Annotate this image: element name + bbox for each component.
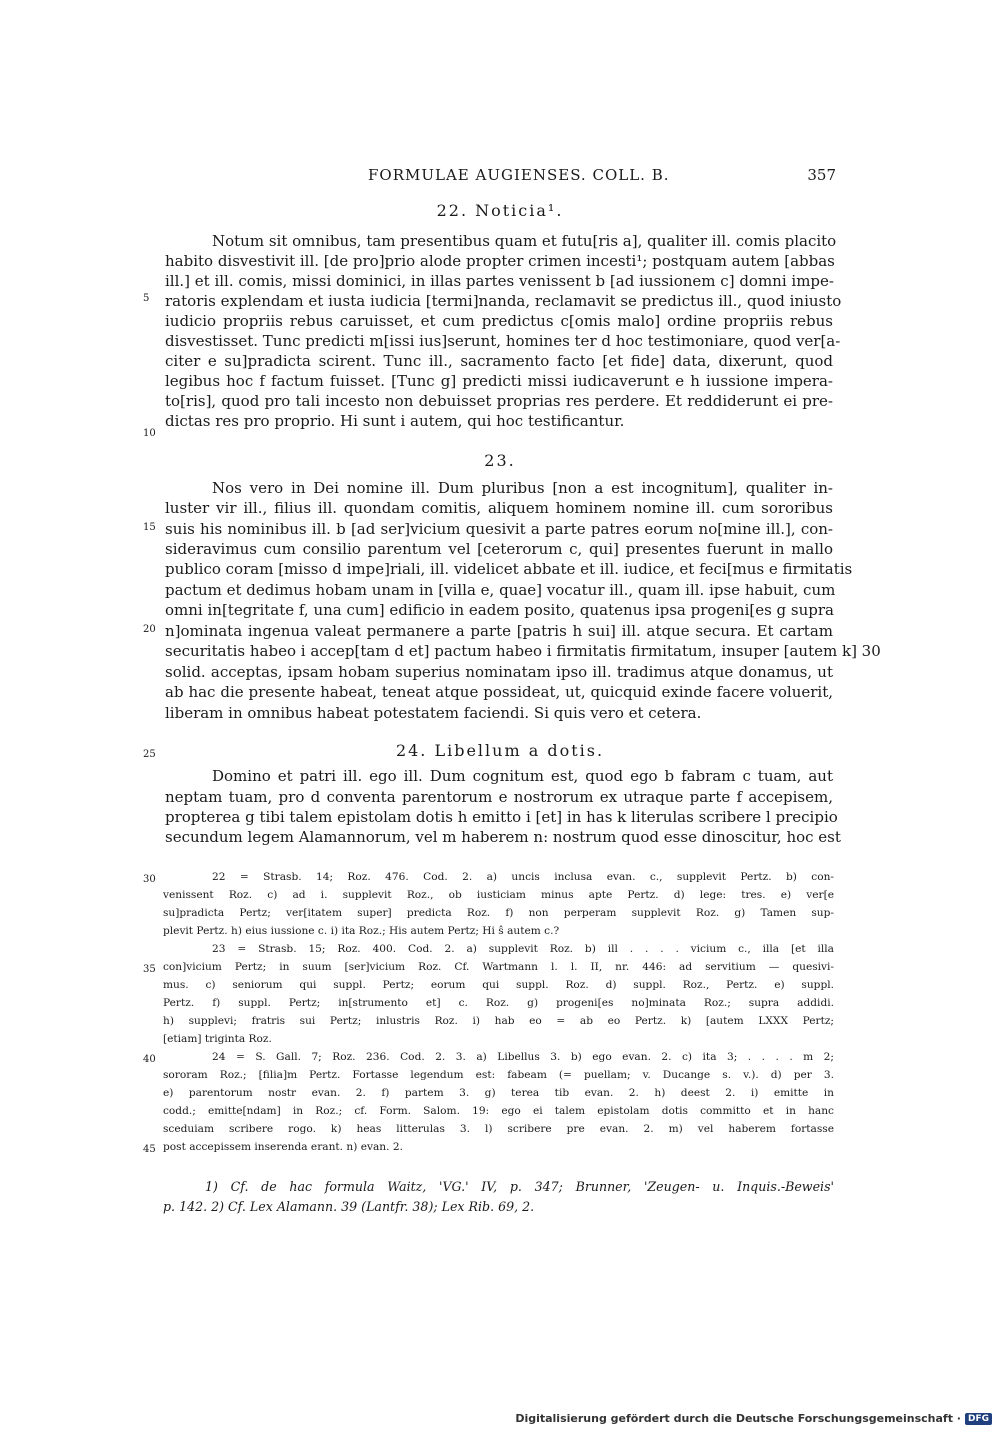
text-line: Notum sit omnibus, tam presentibus quam et futu[ris a], qualiter ill. comis placito [212,232,837,250]
line-number: 45 [143,1144,156,1155]
page-number: 357 [807,166,836,184]
credit-text: Digitalisierung gefördert durch die Deutsche Forschungsgemeinschaft · [515,1412,961,1425]
line-number: 40 [143,1054,156,1065]
text-line: propterea g tibi talem epistolam dotis h emitto i [et] in has k literulas scribere l precipio [165,808,838,826]
text-line: ill.] et ill. comis, missi dominici, in illas partes venissent b [ad iussionem c] domni impe- [165,272,834,290]
text-line: citer e su]pradicta scirent. Tunc ill., sacramento facto [et fide] data, dixerunt, quod [165,352,833,370]
text-line: suis his nominibus ill. b [ad ser]vicium quesivit a parte patres eorum no[mine ill.], con- [165,520,833,538]
text-line: n]ominata ingenua valeat permanere a parte [patris h sui] ill. atque secura. Et cartam [165,622,833,640]
text-line: securitatis habeo i accep[tam d et] pactum habeo i firmitatis firmitatum, insuper [autem k] 30 [165,642,881,660]
text-line: ratoris explendam et iusta iudicia [termi]nanda, reclamavit se predictus ill., quod iniusto [165,292,842,310]
line-number: 25 [143,749,156,760]
text-line: disvestisset. Tunc predicti m[issi ius]serunt, homines ter d hoc testimoniare, quod ver[a- [165,332,841,350]
footnote-line: 1) Cf. de hac formula Waitz, 'VG.' IV, p. 347; Brunner, 'Zeugen- u. Inquis.-Beweis' [205,1179,834,1194]
critical-note-line: e) parentorum nostr evan. 2. f) partem 3. g) terea tib evan. 2. h) deest 2. i) emitte in [163,1087,834,1099]
critical-note-line: sceduiam scribere rogo. k) heas litterulas 3. l) scribere pre evan. 2. m) vel haberem fortasse [163,1123,834,1135]
text-line: neptam tuam, pro d conventa parentorum e nostrorum ex utraque parte f accepisem, [165,788,833,806]
text-line: legibus hoc f factum fuisset. [Tunc g] predicti missi iudicaverunt e h iussione impera- [165,372,833,390]
footnote-line: p. 142. 2) Cf. Lex Alamann. 39 (Lantfr. 38); Lex Rib. 69, 2. [163,1199,535,1214]
text-line: publico coram [misso d impe]riali, ill. videlicet abbate et ill. iudice, et feci[mus e firmitatis [165,560,853,578]
line-number: 35 [143,964,156,975]
text-line: iudicio propriis rebus caruisset, et cum predictus c[omis malo] ordine propriis rebus [165,312,833,330]
critical-note-line: 24 = S. Gall. 7; Roz. 236. Cod. 2. 3. a) Libellus 3. b) ego evan. 2. c) ita 3; . . . . m 2; [212,1051,834,1063]
text-line: to[ris], quod pro tali incesto non debuisset proprias res perdere. Et reddiderunt ei pre- [165,392,833,410]
critical-note-line: con]vicium Pertz; in suum [ser]vicium Roz. Cf. Wartmann l. l. II, nr. 446: ad servitium — quesivi- [163,961,834,973]
critical-note-line: sororam Roz.; [filia]m Pertz. Fortasse legendum est: fabeam (= puellam; v. Ducange s. v.). d) per 3. [163,1069,834,1081]
text-line: pactum et dedimus hobam unam in [villa e, quae] vocatur ill., quam ill. ipse habuit, cum [165,581,836,599]
text-line: habito disvestivit ill. [de pro]prio alode propter crimen incesti¹; postquam autem [abbas [165,252,835,270]
critical-note-line: Pertz. f) suppl. Pertz; in[strumento et] c. Roz. g) progeni[es no]minata Roz.; supra addidi. [163,997,834,1009]
line-number: 15 [143,522,156,533]
critical-note-line: 23 = Strasb. 15; Roz. 400. Cod. 2. a) supplevit Roz. b) ill . . . . vicium c., illa [et illa [212,943,834,955]
critical-note-line: su]pradicta Pertz; ver[itatem super] predicta Roz. f) non perperam supplevit Roz. g) Tamen sup- [163,907,834,919]
critical-note-line: h) supplevi; fratris sui Pertz; inlustris Roz. i) hab eo = ab eo Pertz. k) [autem LXXX Pertz; [163,1015,834,1027]
critical-note-line: post accepissem inserenda erant. n) evan. 2. [163,1141,403,1153]
line-number: 30 [143,874,156,885]
critical-note-line: 22 = Strasb. 14; Roz. 476. Cod. 2. a) uncis inclusa evan. c., supplevit Pertz. b) con- [212,871,834,883]
digitization-credit [515,1412,992,1425]
running-title: FORMULAE AUGIENSES. COLL. B. [368,166,670,184]
line-number: 10 [143,428,156,439]
critical-note-line: [etiam] triginta Roz. [163,1033,272,1045]
text-line: sideravimus cum consilio parentum vel [ceterorum c, qui] presentes fuerunt in mallo [165,540,833,558]
critical-note-line: venissent Roz. c) ad i. supplevit Roz., ob iusticiam minus apte Pertz. d) lege: tres. e) ver[e [163,889,834,901]
text-line: dictas res pro proprio. Hi sunt i autem, qui hoc testificantur. [165,412,625,430]
section-title-22: 22. Noticia¹. [436,201,564,220]
text-line: secundum legem Alamannorum, vel m haberem n: nostrum quod esse dinoscitur, hoc est [165,828,841,846]
text-line: ab hac die presente habeat, teneat atque possideat, ut, quicquid exinde facere voluerit, [165,683,833,701]
critical-note-line: codd.; emitte[ndam] in Roz.; cf. Form. Salom. 19: ego ei talem epistolam dotis committo et in hanc [163,1105,834,1117]
text-line: omni in[tegritate f, una cum] edificio in eadem posito, quatenus ipsa progeni[es g supra [165,601,835,619]
text-line: solid. acceptas, ipsam hobam superius nominatam ipso ill. tradimus atque donamus, ut [165,663,833,681]
section-title-24: 24. Libellum a dotis. [395,741,605,760]
line-number: 20 [143,624,156,635]
text-line: luster vir ill., filius ill. quondam comitis, aliquem hominem nomine ill. cum sororibus [165,499,833,517]
critical-note-line: plevit Pertz. h) eius iussione c. i) ita Roz.; His autem Pertz; Hi ŝ autem c.? [163,925,560,937]
critical-note-line: mus. c) seniorum qui suppl. Pertz; eorum qui suppl. Roz. d) suppl. Roz., Pertz. e) suppl. [163,979,834,991]
section-title-23: 23. [484,451,516,470]
dfg-logo: DFG [965,1413,992,1425]
text-line: liberam in omnibus habeat potestatem faciendi. Si quis vero et cetera. [165,704,702,722]
text-line: Domino et patri ill. ego ill. Dum cognitum est, quod ego b fabram c tuam, aut [212,767,833,785]
text-line: Nos vero in Dei nomine ill. Dum pluribus [non a est incognitum], qualiter in- [212,479,833,497]
line-number: 5 [143,293,150,304]
